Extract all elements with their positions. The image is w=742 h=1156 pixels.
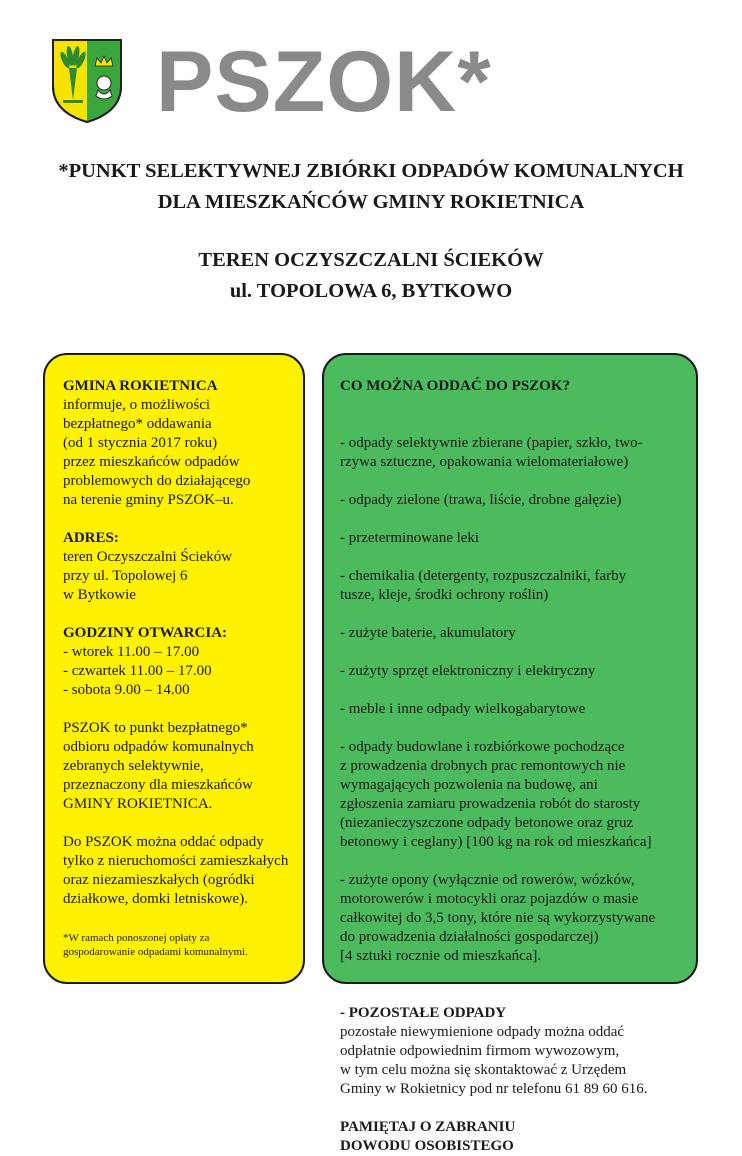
footnote: *W ramach ponoszonej opłaty za gospodarowanie odpadami komunalnymi. bbox=[63, 932, 248, 958]
hours-text: - wtorek 11.00 – 17.00 - czwartek 11.00 – 17.00 - sobota 9.00 – 14.00 bbox=[63, 644, 212, 698]
title-line-1: *PUNKT SELEKTYWNEJ ZBIÓRKI ODPADÓW KOMUNALNYCH bbox=[58, 160, 684, 182]
waste-list-panel-green bbox=[322, 353, 698, 1154]
list-item: - odpady selektywnie zbierane (papier, szkło, two- rzywa sztuczne, opakowania wielomateriałowe) bbox=[340, 435, 643, 470]
title-line-2: DLA MIESZKAŃCÓW GMINY ROKIETNICA bbox=[157, 191, 585, 213]
id-reminder: PAMIĘTAJ O ZABRANIU DOWODU OSOBISTEGO bbox=[340, 1119, 516, 1154]
list-item: - zużyte baterie, akumulatory bbox=[340, 625, 516, 641]
other-waste-text: pozostałe niewymienione odpady można oddać odpłatnie odpowiednim firmom wywozowym, w tym celu można się skontaktować z Urzędem Gminy w Rokietnicy pod nr telefonu 61 89 60 616. bbox=[340, 1024, 648, 1097]
address-title: ADRES: bbox=[63, 530, 119, 546]
other-waste-title: - POZOSTAŁE ODPADY bbox=[340, 1005, 507, 1021]
page-title bbox=[0, 156, 742, 218]
list-item: - chemikalia (detergenty, rozpuszczalniki, farby tusze, kleje, środki ochrony roślin) bbox=[340, 568, 627, 603]
location-line-1: TEREN OCZYSZCZALNI ŚCIEKÓW bbox=[198, 249, 544, 271]
waste-list-title: CO MOŻNA ODDAĆ DO PSZOK? bbox=[340, 378, 571, 394]
pszok-description: PSZOK to punkt bezpłatnego* odbioru odpadów komunalnych zebranych selektywnie, przeznaczony dla mieszkańców GMINY ROKIETNICA. bbox=[63, 720, 254, 812]
list-item: - meble i inne odpady wielkogabarytowe bbox=[340, 701, 586, 717]
waste-list bbox=[340, 415, 688, 985]
address-text: teren Oczyszczalni Ścieków przy ul. Topolowej 6 w Bytkowie bbox=[63, 549, 233, 603]
list-item: - odpady zielone (trawa, liście, drobne gałęzie) bbox=[340, 492, 622, 508]
gmina-coat-of-arms-icon bbox=[51, 38, 123, 124]
list-item: - przeterminowane leki bbox=[340, 530, 480, 546]
list-item: - odpady budowlane i rozbiórkowe pochodzące z prowadzenia drobnych prac remontowych nie wymagających pozwolenia na budowę, ani zgłoszenia zamiaru prowadzenia robót do starosty (niezanieczyszczone odpady betonowe oraz gruz betonowy i ceglany) [100 kg na rok od mieszkańca] bbox=[340, 739, 652, 850]
info-panel-yellow bbox=[43, 353, 305, 984]
location-heading bbox=[0, 245, 742, 307]
list-item: - zużyty sprzęt elektroniczny i elektryczny bbox=[340, 663, 596, 679]
gmina-intro: informuje, o możliwości bezpłatnego* oddawania (od 1 stycznia 2017 roku) przez mieszkańców odpadów problemowych do działającego na terenie gminy PSZOK–u. bbox=[63, 397, 251, 508]
eligibility-text: Do PSZOK można oddać odpady tylko z nieruchomości zamieszkałych oraz niezamieszkałych (ogródki działkowe, domki letniskowe). bbox=[63, 834, 289, 907]
location-line-2: ul. TOPOLOWA 6, BYTKOWO bbox=[229, 280, 513, 302]
pszok-logo-title: PSZOK* bbox=[156, 34, 492, 130]
hours-title: GODZINY OTWARCIA: bbox=[63, 625, 228, 641]
list-item: - zużyte opony (wyłącznie od rowerów, wózków, motorowerów i motocykli oraz pojazdów o masie całkowitej do 3,5 tony, które nie są wykorzystywane do prowadzenia działalności gospodarczej) [4 sztuki rocznie od mieszkańca]. bbox=[340, 872, 656, 964]
gmina-title: GMINA ROKIETNICA bbox=[63, 378, 218, 394]
